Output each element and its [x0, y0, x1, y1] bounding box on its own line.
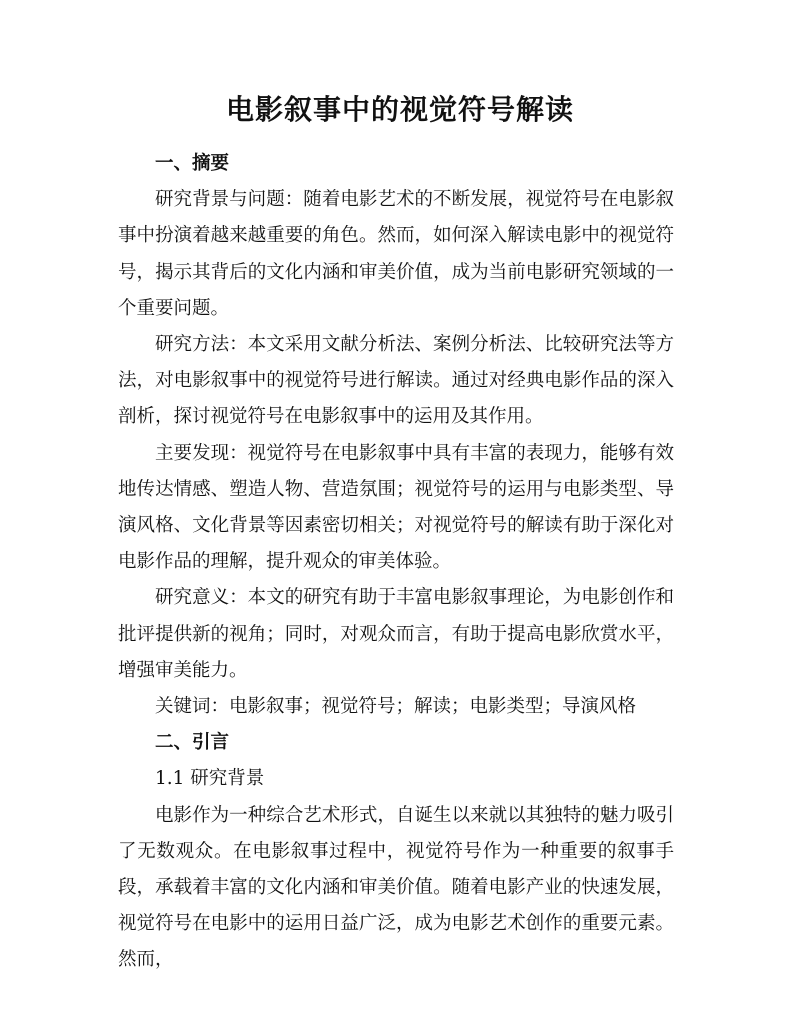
introduction-paragraph: 电影作为一种综合艺术形式，自诞生以来就以其独特的魅力吸引了无数观众。在电影叙事过程中，视觉符号作为一种重要的叙事手段，承载着丰富的文化内涵和审美价值。随着电影产业的快速发展，视觉符号在电影中的运用日益广泛，成为电影艺术创作的重要元素。然而，: [118, 804, 674, 971]
abstract-methods-paragraph: 研究方法：本文采用文献分析法、案例分析法、比较研究法等方法，对电影叙事中的视觉符号进行解读。通过对经典电影作品的深入剖析，探讨视觉符号在电影叙事中的运用及其作用。: [118, 334, 674, 428]
introduction-heading: 二、引言: [155, 732, 230, 754]
document-body: [118, 146, 674, 979]
abstract-background-paragraph: 研究背景与问题：随着电影艺术的不断发展，视觉符号在电影叙事中扮演着越来越重要的角色。然而，如何深入解读电影中的视觉符号，揭示其背后的文化内涵和审美价值，成为当前电影研究领域的一个重要问题。: [118, 189, 674, 319]
document-title: 电影叙事中的视觉符号解读: [225, 93, 574, 126]
abstract-significance-paragraph: 研究意义：本文的研究有助于丰富电影叙事理论，为电影创作和批评提供新的视角；同时，对观众而言，有助于提高电影欣赏水平，增强审美能力。: [118, 587, 674, 681]
abstract-findings-paragraph: 主要发现：视觉符号在电影叙事中具有丰富的表现力，能够有效地传达情感、塑造人物、营造氛围；视觉符号的运用与电影类型、导演风格、文化背景等因素密切相关；对视觉符号的解读有助于深化对电影作品的理解，提升观众的审美体验。: [118, 442, 674, 573]
research-background-subheading: 1.1 研究背景: [155, 768, 265, 790]
abstract-heading: 一、摘要: [155, 153, 230, 174]
keywords-line: 关键词：电影叙事；视觉符号；解读；电影类型；导演风格: [155, 696, 637, 718]
